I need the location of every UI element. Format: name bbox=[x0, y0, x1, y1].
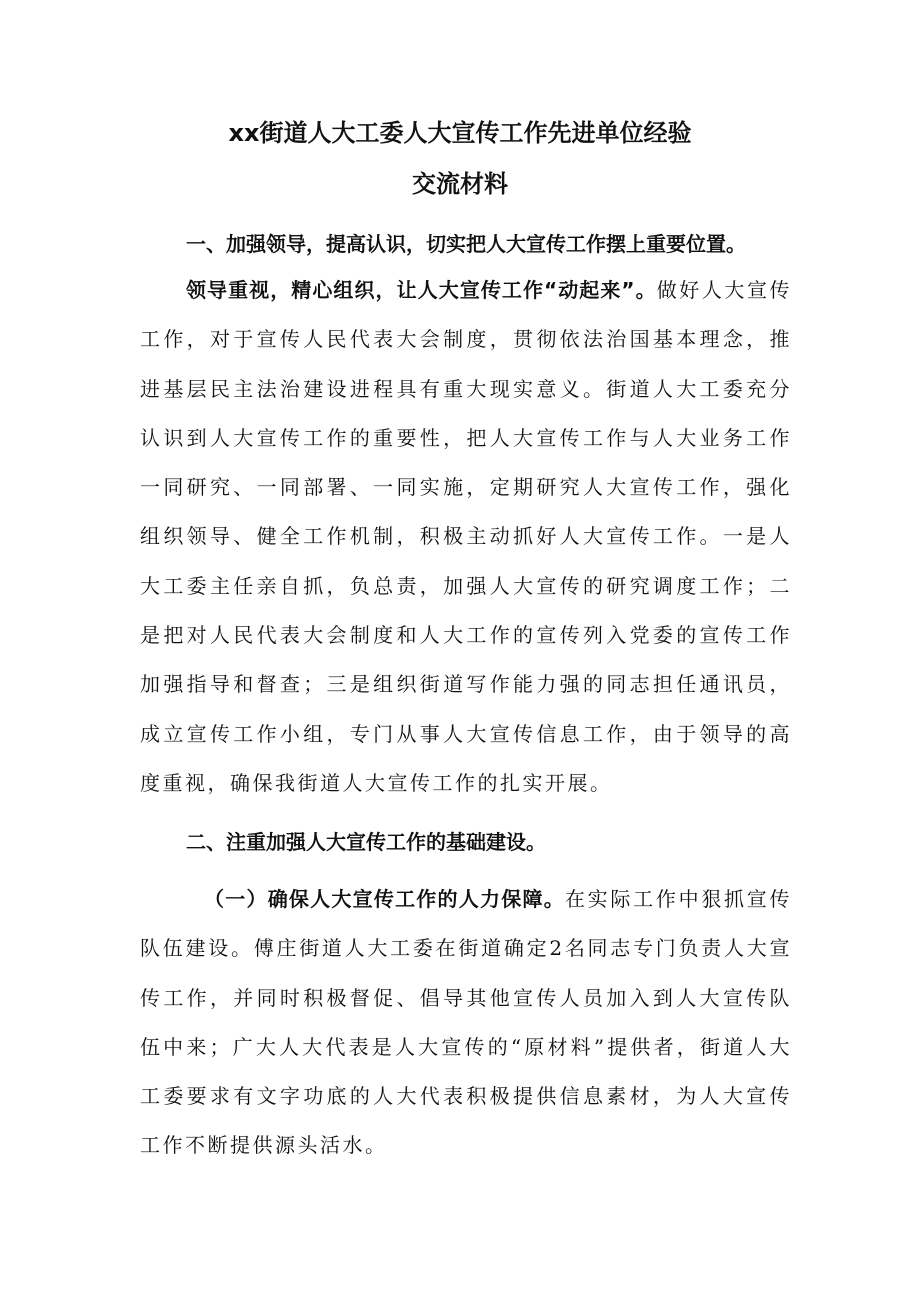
section-1-heading: 一、加强领导，提高认识，切实把人大宣传工作摆上重要位置。 bbox=[186, 232, 746, 256]
section-2-subsection-1-paragraph bbox=[140, 875, 792, 1171]
section-2-subsection-1-lead: （一）确保人大宣传工作的人力保障。 bbox=[204, 887, 565, 911]
section-1-body: 做好人大宣传工作，对于宣传人民代表大会制度，贯彻依法治国基本理念，推进基层民主法治建设进程具有重大现实意义。街道人大工委充分认识到人大宣传工作的重要性，把人大宣传工作与人大业务工作一同研究、一同部署、一同实施，定期研究人大宣传工作，强化组织领导、健全工作机制，积极主动抓好人大宣传工作。一是人大工委主任亲自抓，负总责，加强人大宣传的研究调度工作；二是把对人民代表大会制度和人大工作的宣传列入党委的宣传工作加强指导和督查；三是组织街道写作能力强的同志担任通讯员，成立宣传工作小组，专门从事人大宣传信息工作，由于领导的高度重视，确保我街道人大宣传工作的扎实开展。 bbox=[140, 278, 793, 795]
section-2-heading: 二、注重加强人大宣传工作的基础建设。 bbox=[186, 830, 546, 854]
section-1-paragraph bbox=[140, 266, 792, 808]
section-1-lead: 领导重视，精心组织，让人大宣传工作“动起来”。 bbox=[186, 278, 657, 302]
document-title-line-2: 交流材料 bbox=[412, 170, 508, 198]
document-title-line-1: xx街道人大工委人大宣传工作先进单位经验 bbox=[228, 119, 692, 147]
section-2-subsection-1-body: 在实际工作中狠抓宣传队伍建设。傅庄街道人大工委在街道确定2名同志专门负责人大宣传工作，并同时积极督促、倡导其他宣传人员加入到人大宣传队伍中来；广大人大代表是人大宣传的“原材料”提供者，街道人大工委要求有文字功底的人大代表积极提供信息素材，为人大宣传工作不断提供源头活水。 bbox=[140, 887, 793, 1158]
